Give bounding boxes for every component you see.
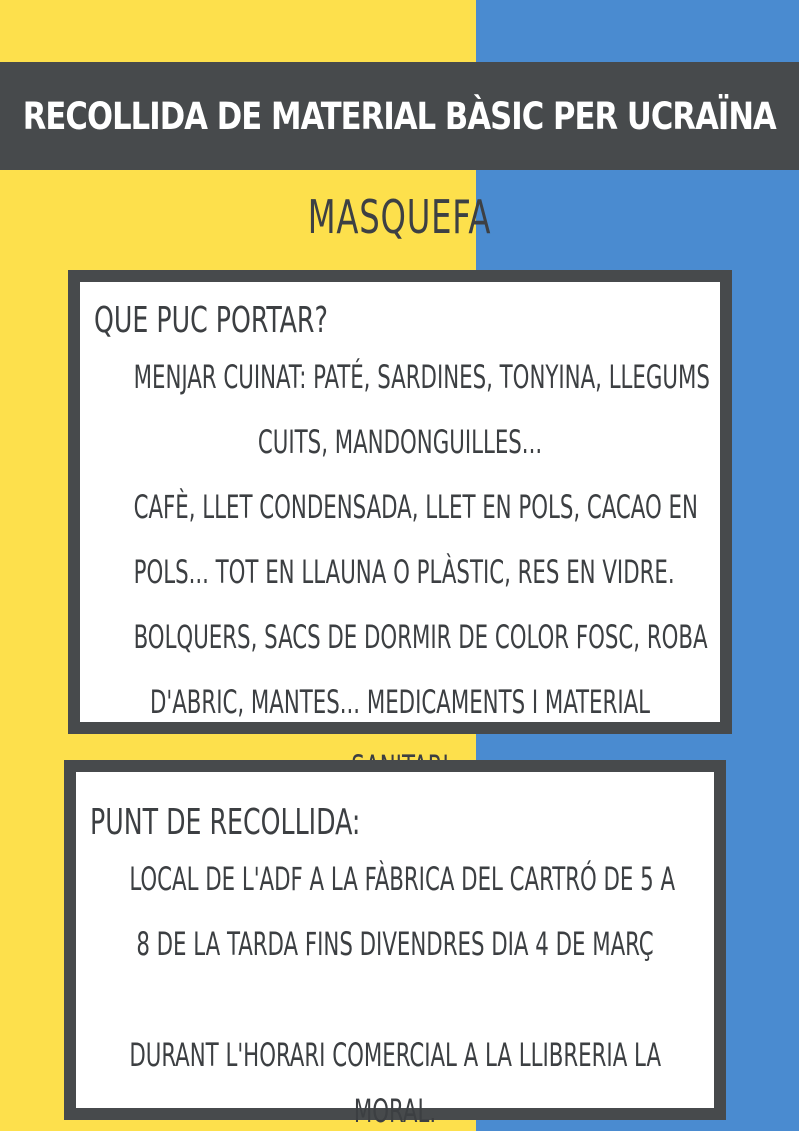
- spacer: [76, 973, 714, 1023]
- what-to-bring-heading: QUE PUC PORTAR?: [94, 300, 328, 341]
- item-line: BOLQUERS, SACS DE DORMIR DE COLOR FOSC, ROBA: [133, 618, 708, 656]
- title-banner: [0, 62, 799, 170]
- what-to-bring-card: [68, 270, 732, 734]
- item-line: MENJAR CUINAT: PATÉ, SARDINES, TONYINA, LLEGUMS: [133, 358, 710, 396]
- collection-point-card: [64, 760, 726, 1130]
- collection-line: DURANT L'HORARI COMERCIAL A LA LLIBRERIA LA: [129, 1036, 662, 1074]
- collection-line: LOCAL DE L'ADF A LA FÀBRICA DEL CARTRÓ DE 5 A: [129, 860, 676, 898]
- collection-point-heading: PUNT DE RECOLLIDA:: [90, 802, 361, 843]
- item-line: CAFÈ, LLET CONDENSADA, LLET EN POLS, CACAO EN: [133, 488, 698, 526]
- item-line: POLS... TOT EN LLAUNA O PLÀSTIC, RES EN VIDRE.: [133, 553, 675, 591]
- collection-line: 8 DE LA TARDA FINS DIVENDRES DIA 4 DE MARÇ: [136, 925, 654, 963]
- town-name: MASQUEFA: [307, 190, 492, 244]
- item-line: D'ABRIC, MANTES... MEDICAMENTS I MATERIAL: [149, 683, 651, 721]
- item-line: CUITS, MANDONGUILLES...: [257, 423, 543, 461]
- poster-title: RECOLLIDA DE MATERIAL BÀSIC PER UCRAÏNA: [22, 94, 777, 138]
- collection-line: MORAL.: [353, 1092, 437, 1130]
